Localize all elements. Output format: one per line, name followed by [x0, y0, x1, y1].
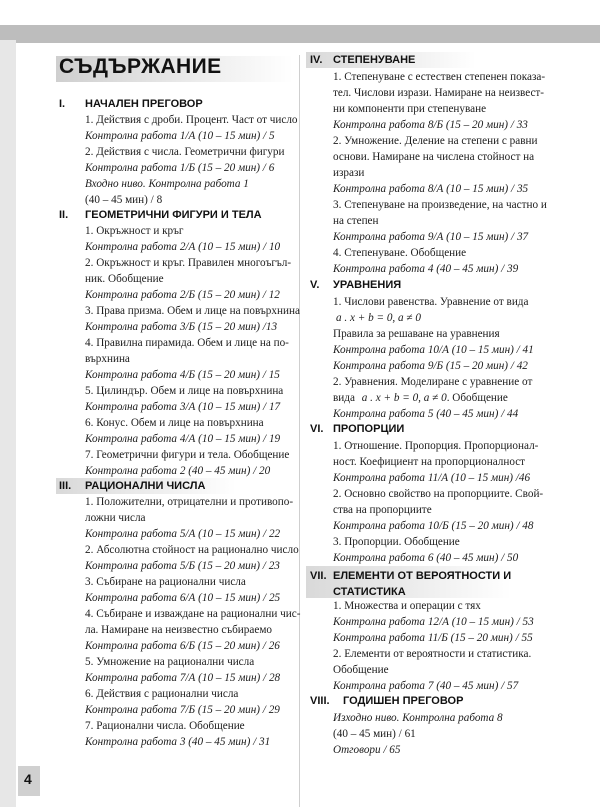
- toc-entry[interactable]: 5. Цилиндър. Обем и лице на повърхнина: [85, 385, 284, 397]
- section-number: V.: [310, 279, 320, 291]
- toc-entry[interactable]: 1. Степенуване с естествен степенен показа-: [333, 71, 546, 83]
- toc-entry[interactable]: Правила за решаване на уравнения: [333, 328, 500, 340]
- section-number: I.: [59, 98, 66, 110]
- section-title-line-2: СТАТИСТИКА: [333, 586, 406, 598]
- toc-entry[interactable]: Контролна работа 6 (40 – 45 мин) / 50: [333, 552, 519, 564]
- column-divider: [299, 55, 300, 807]
- section-number: VI.: [310, 423, 324, 435]
- toc-entry[interactable]: Контролна работа 7/Б (15 – 20 мин) / 29: [85, 704, 280, 716]
- toc-entry[interactable]: Контролна работа 8/А (10 – 15 мин) / 35: [333, 183, 529, 195]
- toc-entry[interactable]: изрази: [333, 167, 365, 179]
- toc-entry[interactable]: 3. Права призма. Обем и лице на повърхнина: [85, 305, 300, 317]
- toc-entry[interactable]: 4. Правилна пирамида. Обем и лице на по-: [85, 337, 289, 349]
- entry-text: . Обобщение: [446, 392, 508, 404]
- entry-text: вида: [333, 392, 355, 404]
- toc-entry[interactable]: 2. Окръжност и кръг. Правилен многоъгъл-: [85, 257, 292, 269]
- toc-entry[interactable]: Контролна работа 5/А (10 – 15 мин) / 22: [85, 528, 281, 540]
- equation: a . x + b = 0, a ≠ 0: [336, 312, 421, 324]
- toc-entry[interactable]: 2. Уравнения. Моделиране с уравнение от: [333, 376, 533, 388]
- section-3-heading[interactable]: [59, 480, 205, 492]
- toc-entry[interactable]: 4. Степенуване. Обобщение: [333, 247, 467, 259]
- section-number: III.: [59, 480, 72, 492]
- section-4-heading[interactable]: [310, 54, 415, 66]
- section-number: II.: [59, 209, 69, 221]
- toc-entry[interactable]: Контролна работа 1/Б (15 – 20 мин) / 6: [85, 162, 275, 174]
- section-2-heading[interactable]: [59, 209, 262, 221]
- toc-entry[interactable]: Контролна работа 4/А (10 – 15 мин) / 19: [85, 433, 281, 445]
- section-number: IV.: [310, 54, 323, 66]
- toc-entry[interactable]: (40 – 45 мин) / 8: [85, 194, 163, 206]
- toc-entry[interactable]: ни компоненти при степенуване: [333, 103, 487, 115]
- toc-entry[interactable]: Контролна работа 5/Б (15 – 20 мин) / 23: [85, 560, 280, 572]
- toc-entry[interactable]: Контролна работа 9/Б (15 – 20 мин) / 42: [333, 360, 528, 372]
- toc-entry[interactable]: Контролна работа 10/Б (15 – 20 мин) / 48: [333, 520, 534, 532]
- toc-entry[interactable]: 6. Действия с рационални числа: [85, 688, 239, 700]
- section-title: СТЕПЕНУВАНЕ: [333, 54, 416, 66]
- toc-entry[interactable]: 6. Конус. Обем и лице на повърхнина: [85, 417, 264, 429]
- toc-entry[interactable]: основи. Намиране на числена стойност на: [333, 151, 535, 163]
- section-title: ПРОПОРЦИИ: [333, 423, 405, 435]
- toc-entry[interactable]: [333, 390, 508, 406]
- section-title: ЕЛЕМЕНТИ ОТ ВЕРОЯТНОСТИ И: [333, 570, 512, 582]
- left-margin-bar: [0, 40, 16, 807]
- toc-entry[interactable]: ник. Обобщение: [85, 273, 164, 285]
- toc-entry[interactable]: Контролна работа 2/Б (15 – 20 мин) / 12: [85, 289, 280, 301]
- equation: a . x + b = 0, a ≠ 0: [361, 392, 447, 404]
- section-1-heading[interactable]: [59, 98, 203, 110]
- section-number: VIII.: [310, 695, 330, 707]
- toc-entry[interactable]: Контролна работа 8/Б (15 – 20 мин) / 33: [333, 119, 528, 131]
- toc-entry[interactable]: 1. Множества и операции с тях: [333, 600, 481, 612]
- toc-entry[interactable]: Контролна работа 4/Б (15 – 20 мин) / 15: [85, 369, 280, 381]
- toc-entry[interactable]: Контролна работа 2 (40 – 45 мин) / 20: [85, 465, 271, 477]
- toc-entry[interactable]: Контролна работа 11/Б (15 – 20 мин) / 55: [333, 632, 533, 644]
- toc-entry[interactable]: Изходно ниво. Контролна работа 8: [333, 712, 503, 724]
- toc-entry[interactable]: 3. Пропорции. Обобщение: [333, 536, 460, 548]
- toc-entry[interactable]: Контролна работа 2/А (10 – 15 мин) / 10: [85, 241, 281, 253]
- toc-entry[interactable]: Контролна работа 10/А (10 – 15 мин) / 41: [333, 344, 534, 356]
- toc-entry[interactable]: Контролна работа 9/А (10 – 15 мин) / 37: [333, 231, 529, 243]
- toc-entry[interactable]: Контролна работа 7/А (10 – 15 мин) / 28: [85, 672, 281, 684]
- toc-entry[interactable]: Контролна работа 6/Б (15 – 20 мин) / 26: [85, 640, 280, 652]
- toc-entry[interactable]: 4. Събиране и изваждане на рационални чис-: [85, 608, 301, 620]
- toc-entry[interactable]: Контролна работа 11/А (10 – 15 мин) /46: [333, 472, 531, 484]
- toc-entry[interactable]: Контролна работа 4 (40 – 45 мин) / 39: [333, 263, 519, 275]
- toc-entry[interactable]: 5. Умножение на рационални числа: [85, 656, 255, 668]
- toc-entry[interactable]: ла. Намиране на неизвестно събираемо: [85, 624, 272, 636]
- toc-entry[interactable]: Контролна работа 6/А (10 – 15 мин) / 25: [85, 592, 281, 604]
- section-7-heading[interactable]: [310, 568, 511, 600]
- toc-entry[interactable]: Контролна работа 1/А (10 – 15 мин) / 5: [85, 130, 275, 142]
- section-6-heading[interactable]: [310, 423, 404, 435]
- top-bar: [0, 25, 600, 43]
- toc-entry[interactable]: Контролна работа 3/Б (15 – 20 мин) /13: [85, 321, 278, 333]
- toc-entry[interactable]: (40 – 45 мин) / 61: [333, 728, 416, 740]
- section-title: УРАВНЕНИЯ: [333, 279, 402, 291]
- toc-entry[interactable]: 1. Числови равенства. Уравнение от вида: [333, 296, 529, 308]
- section-number: VII.: [310, 570, 327, 582]
- toc-entry[interactable]: 2. Действия с числа. Геометрични фигури: [85, 146, 285, 158]
- toc-entry[interactable]: Контролна работа 12/А (10 – 15 мин) / 53: [333, 616, 534, 628]
- toc-entry[interactable]: 7. Рационални числа. Обобщение: [85, 720, 245, 732]
- toc-entry[interactable]: ства на пропорциите: [333, 504, 432, 516]
- toc-entry[interactable]: ност. Коефициент на пропорционалност: [333, 456, 526, 468]
- toc-entry[interactable]: ложни числа: [85, 512, 146, 524]
- toc-entry[interactable]: 1. Положителни, отрицателни и противопо-: [85, 496, 294, 508]
- toc-entry[interactable]: 1. Отношение. Пропорция. Пропорционал-: [333, 440, 539, 452]
- section-title: ГЕОМЕТРИЧНИ ФИГУРИ И ТЕЛА: [85, 209, 262, 221]
- toc-entry[interactable]: тел. Числови изрази. Намиране на неизвест-: [333, 87, 545, 99]
- toc-entry[interactable]: 1. Окръжност и кръг: [85, 225, 184, 237]
- toc-entry[interactable]: Входно ниво. Контролна работа 1: [85, 178, 249, 190]
- toc-entry[interactable]: 2. Абсолютна стойност на рационално число: [85, 544, 299, 556]
- toc-entry[interactable]: 1. Действия с дроби. Процент. Част от число: [85, 114, 298, 126]
- toc-entry[interactable]: Контролна работа 7 (40 – 45 мин) / 57: [333, 680, 519, 692]
- toc-entry[interactable]: Контролна работа 5 (40 – 45 мин) / 44: [333, 408, 519, 420]
- toc-entry[interactable]: 3. Събиране на рационални числа: [85, 576, 246, 588]
- toc-entry[interactable]: Обобщение: [333, 664, 389, 676]
- page-number: 4: [24, 771, 32, 787]
- section-title: НАЧАЛЕН ПРЕГОВОР: [85, 98, 203, 110]
- toc-entry[interactable]: Отговори / 65: [333, 744, 401, 756]
- toc-entry[interactable]: Контролна работа 3 (40 – 45 мин) / 31: [85, 736, 271, 748]
- toc-entry[interactable]: 2. Умножение. Деление на степени с равни: [333, 135, 538, 147]
- section-title: РАЦИОНАЛНИ ЧИСЛА: [85, 480, 206, 492]
- section-8-heading[interactable]: [310, 695, 463, 707]
- toc-entry[interactable]: 2. Основно свойство на пропорциите. Свой-: [333, 488, 544, 500]
- toc-entry[interactable]: 3. Степенуване на произведение, на частно и: [333, 199, 547, 211]
- toc-entry[interactable]: на степен: [333, 215, 379, 227]
- page-title: СЪДЪРЖАНИЕ: [59, 55, 222, 78]
- toc-entry[interactable]: Контролна работа 3/А (10 – 15 мин) / 17: [85, 401, 281, 413]
- toc-entry[interactable]: 7. Геометрични фигури и тела. Обобщение: [85, 449, 290, 461]
- toc-entry[interactable]: върхнина: [85, 353, 130, 365]
- toc-entry[interactable]: 2. Елементи от вероятности и статистика.: [333, 648, 532, 660]
- section-5-heading[interactable]: [310, 279, 401, 291]
- section-title: ГОДИШЕН ПРЕГОВОР: [343, 695, 464, 707]
